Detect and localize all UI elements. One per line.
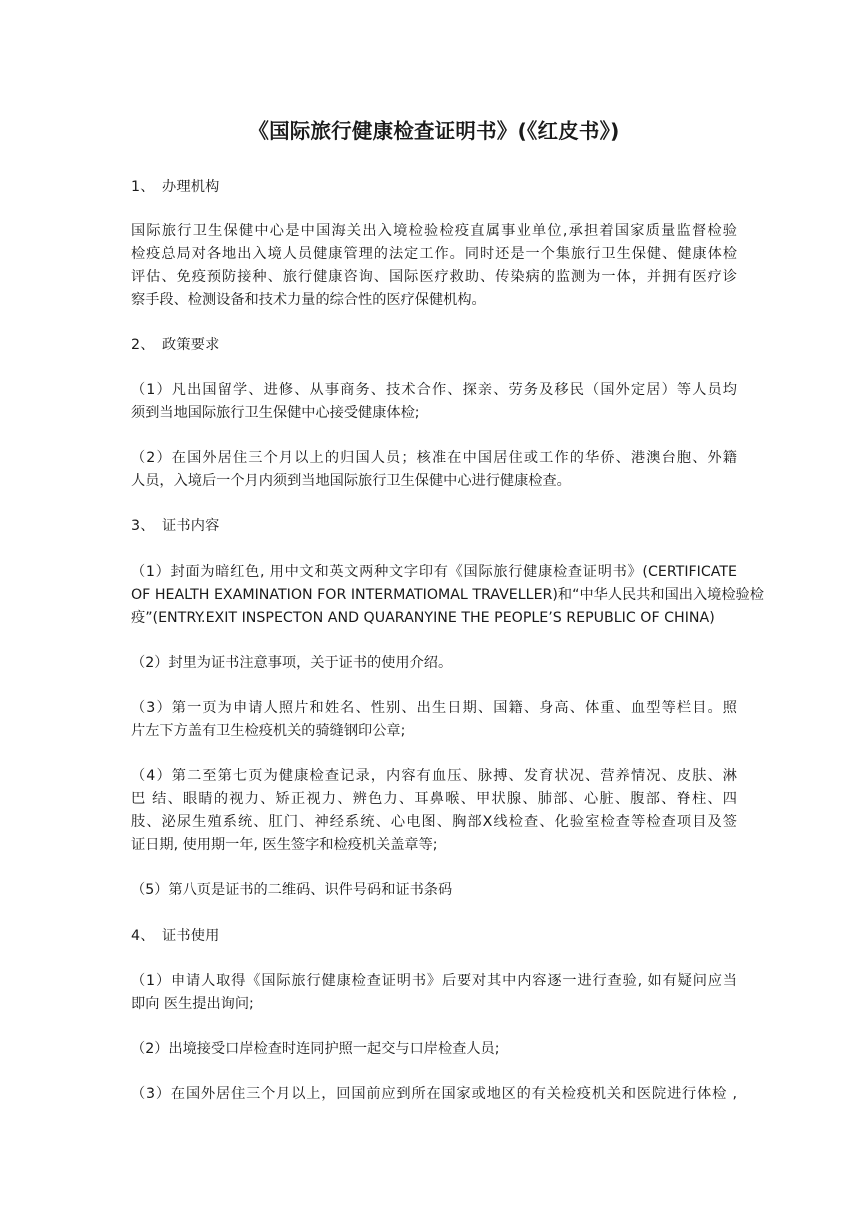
paragraph-line: （4）第二至第七页为健康检查记录，内容有血压、脉搏、发育状况、营养情况、皮肤、淋 xyxy=(131,768,737,784)
section-number: 2、 xyxy=(131,337,155,353)
section-heading-3 xyxy=(131,515,220,537)
paragraph-line: 人员，入境后一个月内须到当地国际旅行卫生保健中心进行健康检查。 xyxy=(131,473,571,489)
section-heading-1 xyxy=(131,176,220,198)
paragraph-line: OF HEALTH EXAMINATION FOR INTERMATIOMAL TRAVELLER)和“中华人民共和国出入境检验检 xyxy=(131,587,764,603)
section-heading-2 xyxy=(131,334,220,356)
paragraph-line: （1）凡出国留学、进修、从事商务、技术合作、探亲、劳务及移民（国外定居）等人员均 xyxy=(131,382,737,398)
paragraph-line: 证日期, 使用期一年, 医生签字和检疫机关盖章等; xyxy=(131,837,438,853)
paragraph-line: 巴 结、眼睛的视力、矫正视力、辨色力、耳鼻喉、甲状腺、肺部、心脏、腹部、脊柱、四 xyxy=(131,791,737,807)
paragraph-line: 检疫总局对各地出入境人员健康管理的法定工作。同时还是一个集旅行卫生保健、健康体检 xyxy=(131,246,737,262)
document-title: 《国际旅行健康检查证明书》(《红皮书》) xyxy=(248,119,620,143)
section-number: 4、 xyxy=(131,928,155,944)
paragraph-line: 察手段、检测设备和技术力量的综合性的医疗保健机构。 xyxy=(131,292,486,308)
paragraph-line: 肢、泌尿生殖系统、肛门、神经系统、心电图、胸部X线检查、化验室检查等检查项目及签 xyxy=(131,814,737,830)
paragraph-line: 疫”(ENTRY.EXIT INSPECTON AND QUARANYINE THE PEOPLE’S REPUBLIC OF CHINA) xyxy=(131,610,715,626)
paragraph-line: （2）封里为证书注意事项，关于证书的使用介绍。 xyxy=(131,655,453,671)
section-title: 证书使用 xyxy=(162,928,220,944)
section-number: 3、 xyxy=(131,518,155,534)
paragraph-line: 评估、免疫预防接种、旅行健康咨询、国际医疗救助、传染病的监测为一体，并拥有医疗诊 xyxy=(131,269,737,285)
section-heading-4 xyxy=(131,925,220,947)
section-title: 政策要求 xyxy=(162,337,220,353)
paragraph-line: （3）第一页为申请人照片和姓名、性别、出生日期、国籍、身高、体重、血型等栏目。照 xyxy=(131,700,737,716)
paragraph-line: （2）出境接受口岸检查时连同护照一起交与口岸检查人员; xyxy=(131,1041,500,1057)
section-title: 证书内容 xyxy=(162,518,220,534)
section-title: 办理机构 xyxy=(162,179,220,195)
paragraph-line: 即向 医生提出询问; xyxy=(131,996,254,1012)
paragraph-line: 国际旅行卫生保健中心是中国海关出入境检验检疫直属事业单位,承担着国家质量监督检验 xyxy=(131,223,737,239)
paragraph-line: （3）在国外居住三个月以上，回国前应到所在国家或地区的有关检疫机关和医院进行体检 , xyxy=(131,1086,737,1102)
paragraph-line: （1）封面为暗红色, 用中文和英文两种文字印有《国际旅行健康检查证明书》(CERTIFICATE xyxy=(131,564,737,580)
paragraph-line: 须到当地国际旅行卫生保健中心接受健康体检; xyxy=(131,405,420,421)
paragraph-line: 片左下方盖有卫生检疫机关的骑缝钢印公章; xyxy=(131,723,406,739)
paragraph-line: （2）在国外居住三个月以上的归国人员；核准在中国居住或工作的华侨、港澳台胞、外籍 xyxy=(131,450,737,466)
section-number: 1、 xyxy=(131,179,155,195)
paragraph-line: （5）第八页是证书的二维码、识件号码和证书条码 xyxy=(131,882,453,898)
paragraph-line: （1）申请人取得《国际旅行健康检查证明书》后要对其中内容逐一进行查验, 如有疑问应当 xyxy=(131,973,737,989)
